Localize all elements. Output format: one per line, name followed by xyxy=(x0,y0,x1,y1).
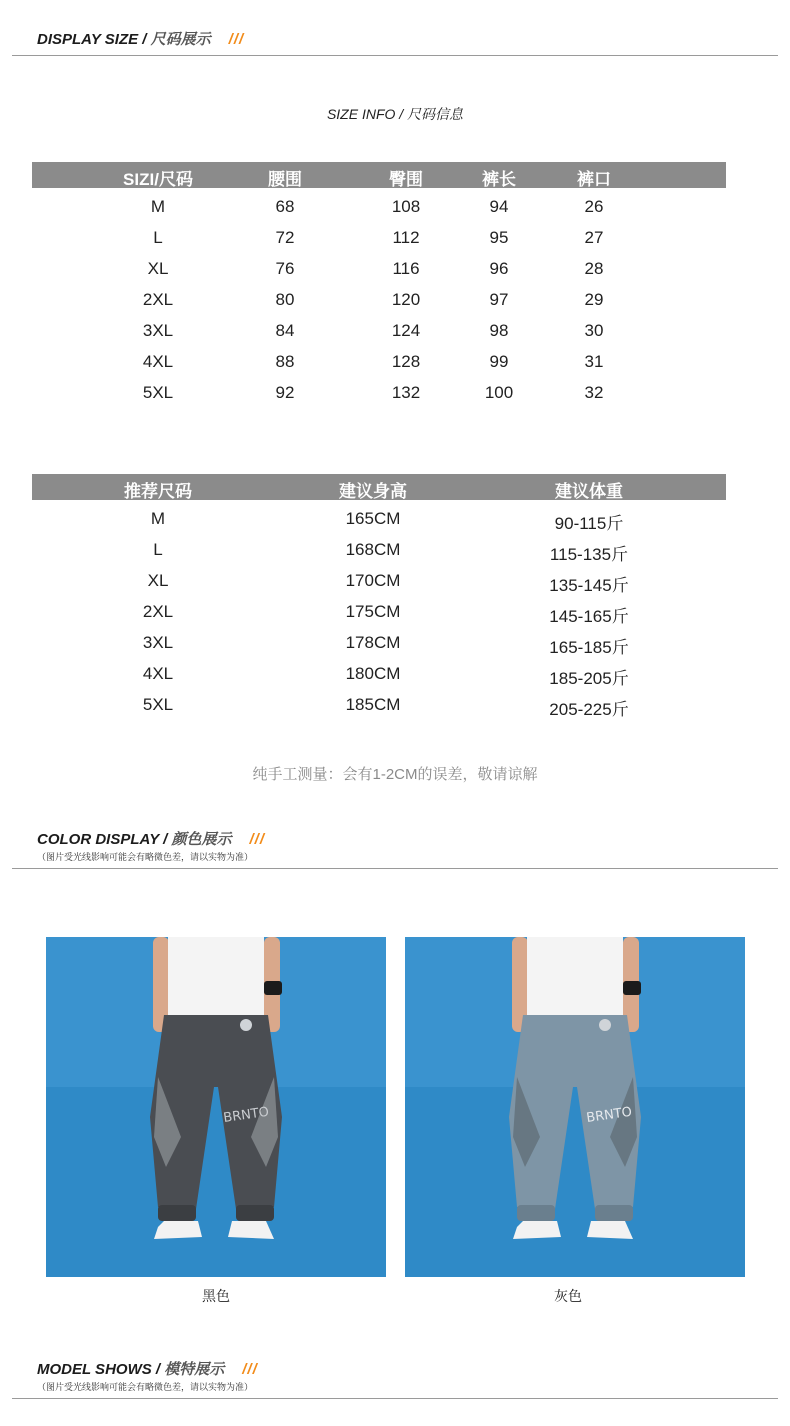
size-table-cell: 120 xyxy=(391,290,421,309)
size-table-cell: 84 xyxy=(275,321,295,340)
size-table-cell: 88 xyxy=(275,352,295,371)
size-table-cell: M xyxy=(150,197,166,216)
svg-text:BRNTO: BRNTO xyxy=(222,1104,270,1126)
size-table-cell: 3XL xyxy=(142,321,174,340)
display-size-title-sep: / xyxy=(138,31,151,48)
recommend-table-cell: 170CM xyxy=(345,571,401,590)
recommend-table-cell: XL xyxy=(147,571,169,590)
size-table-cell: 92 xyxy=(275,383,295,402)
size-table-cell: 95 xyxy=(489,228,509,247)
recommend-table-cell: 165-185斤 xyxy=(549,638,629,657)
recommend-table-cell: 3XL xyxy=(142,633,174,652)
color-display-divider xyxy=(12,868,778,869)
size-col-header: SIZI/尺码 xyxy=(123,170,193,189)
gray-pants-photo xyxy=(405,937,745,1277)
display-size-divider xyxy=(12,55,778,56)
recommend-table-cell: 145-165斤 xyxy=(549,607,629,626)
size-table-cell: 72 xyxy=(275,228,295,247)
size-table-cell: 99 xyxy=(489,352,509,371)
color-display-slashes: /// xyxy=(249,831,266,848)
size-table-cell: 128 xyxy=(391,352,421,371)
size-table-cell: 28 xyxy=(584,259,604,278)
recommend-table-cell: 185CM xyxy=(345,695,401,714)
svg-text:BRNTO: BRNTO xyxy=(585,1104,633,1126)
recommend-table-cell: 115-135斤 xyxy=(549,545,629,564)
size-table-cell: 68 xyxy=(275,197,295,216)
size-table-cell: 98 xyxy=(489,321,509,340)
size-table-cell: 32 xyxy=(584,383,604,402)
recommend-table-cell: 168CM xyxy=(345,540,401,559)
rec-size-col-header: 推荐尺码 xyxy=(124,482,192,501)
size-table-cell: 27 xyxy=(584,228,604,247)
model-shows-heading xyxy=(37,1358,258,1379)
model-shows-subtitle: （图片受光线影响可能会有略微色差，请以实物为准） xyxy=(37,1382,254,1392)
color-display-title-sep: / xyxy=(158,831,172,848)
display-size-slashes: /// xyxy=(228,31,245,48)
size-table-cell: 96 xyxy=(489,259,509,278)
recommend-table-cell: 165CM xyxy=(345,509,401,528)
size-table-cell: 76 xyxy=(275,259,295,278)
size-table-cell: 4XL xyxy=(142,352,174,371)
size-table-cell: 30 xyxy=(584,321,604,340)
color-display-heading xyxy=(37,828,265,849)
size-table-cell: 112 xyxy=(392,228,420,247)
model-shows-title-en: MODEL SHOWS xyxy=(37,1361,152,1378)
gray-pants-illustration xyxy=(405,937,745,1277)
recommend-table-cell: 185-205斤 xyxy=(549,669,629,688)
measurement-note: 纯手工测量：会有1-2CM的误差，敬请谅解 xyxy=(252,766,538,783)
size-table-cell: XL xyxy=(147,259,169,278)
size-table-header xyxy=(32,162,726,188)
black-pants-photo xyxy=(46,937,386,1277)
black-pants-illustration xyxy=(46,937,386,1277)
size-table-cell: 2XL xyxy=(142,290,174,309)
size-table-cell: 31 xyxy=(584,352,604,371)
length-col-header: 裤长 xyxy=(482,170,516,189)
size-table-cell: 124 xyxy=(391,321,421,340)
recommend-table-cell: L xyxy=(153,540,163,559)
display-size-title-en: DISPLAY SIZE xyxy=(37,31,139,48)
recommend-table-cell: 90-115斤 xyxy=(554,514,624,533)
recommend-table-cell: 180CM xyxy=(345,664,401,683)
color-display-title-en: COLOR DISPLAY xyxy=(37,831,159,848)
size-table-cell: 94 xyxy=(489,197,509,216)
model-shows-title-sep: / xyxy=(151,1361,165,1378)
rec-weight-col-header: 建议体重 xyxy=(555,482,623,501)
size-info-label: SIZE INFO / 尺码信息 xyxy=(326,106,464,122)
black-color-caption: 黑色 xyxy=(202,1288,230,1304)
hip-col-header: 臀围 xyxy=(389,170,423,189)
size-table-cell: 116 xyxy=(392,259,420,278)
size-table-cell: 26 xyxy=(584,197,604,216)
size-table-cell: 108 xyxy=(391,197,421,216)
size-table-cell: 97 xyxy=(489,290,509,309)
model-shows-slashes: /// xyxy=(242,1361,258,1378)
recommend-table-header xyxy=(32,474,726,500)
size-table-cell: 29 xyxy=(584,290,604,309)
recommend-table-cell: 2XL xyxy=(142,602,174,621)
size-table-cell: 132 xyxy=(391,383,421,402)
recommend-table-cell: 205-225斤 xyxy=(549,700,629,719)
size-table-cell: 5XL xyxy=(142,383,174,402)
hem-col-header: 裤口 xyxy=(577,170,611,189)
recommend-table-cell: M xyxy=(150,509,166,528)
recommend-table-cell: 175CM xyxy=(345,602,401,621)
color-display-title-cn: 颜色展示 xyxy=(171,831,232,848)
model-shows-title-cn: 模特展示 xyxy=(164,1361,225,1378)
size-table-cell: 80 xyxy=(275,290,295,309)
recommend-table-cell: 4XL xyxy=(142,664,174,683)
color-display-subtitle: （图片受光线影响可能会有略微色差，请以实物为准） xyxy=(37,852,254,862)
display-size-title-cn: 尺码展示 xyxy=(150,31,211,48)
recommend-table-cell: 5XL xyxy=(142,695,174,714)
waist-col-header: 腰围 xyxy=(268,170,302,189)
size-table-cell: L xyxy=(153,228,163,247)
display-size-heading xyxy=(37,28,244,49)
size-table-cell: 100 xyxy=(484,383,514,402)
rec-height-col-header: 建议身高 xyxy=(339,482,407,501)
recommend-table-cell: 135-145斤 xyxy=(549,576,629,595)
gray-color-caption: 灰色 xyxy=(554,1288,582,1304)
recommend-table-cell: 178CM xyxy=(345,633,401,652)
model-shows-divider xyxy=(12,1398,778,1399)
